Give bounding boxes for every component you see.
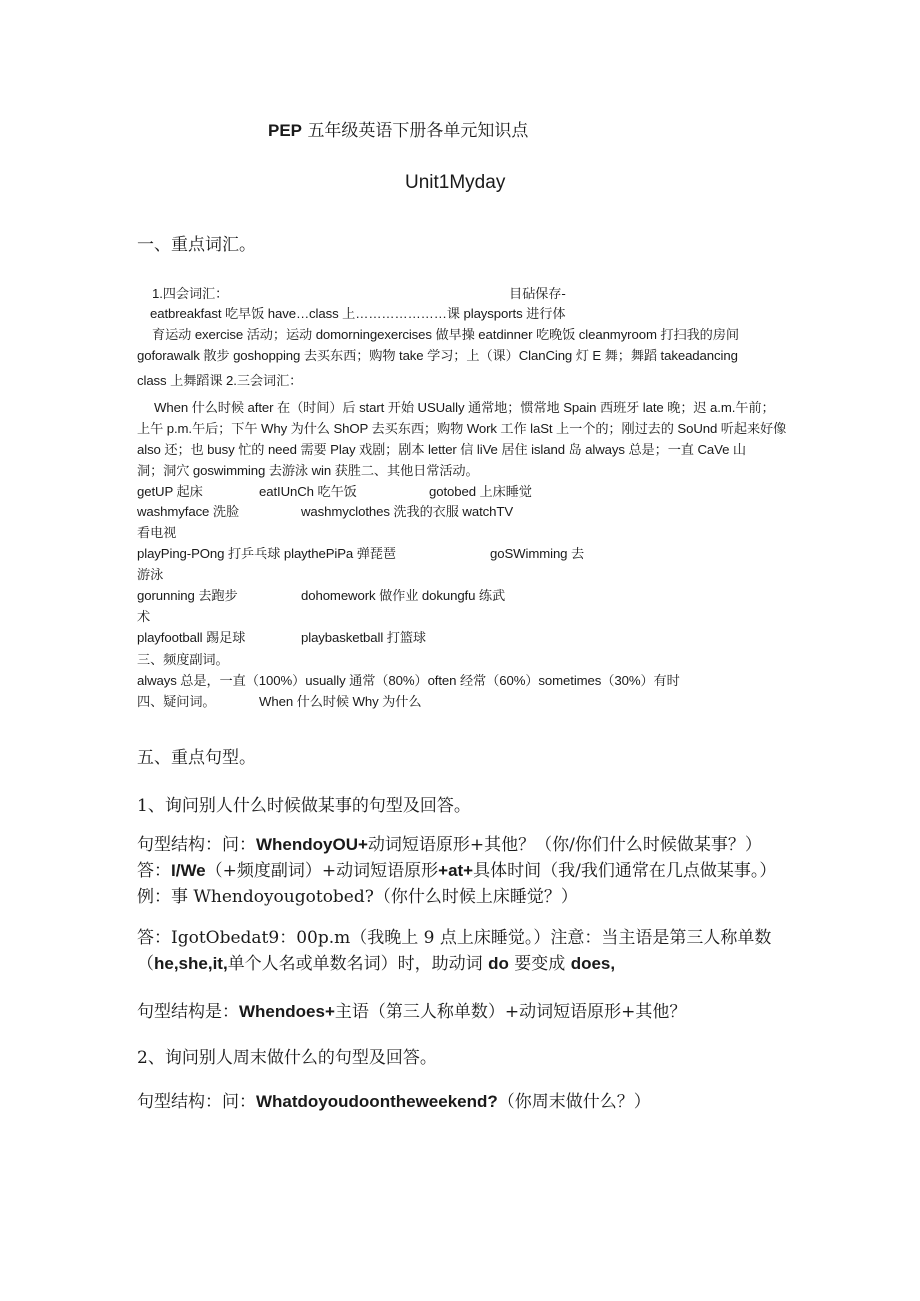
vocab-line: playPing-POng 打乒乓球 playthePiPa 弹琵琶 xyxy=(137,546,396,561)
vocab-line: When 什么时候 Why 为什么 xyxy=(259,694,422,709)
vocab-line: playfootball 踢足球 xyxy=(137,630,246,645)
vocab-line: 目砧保存- xyxy=(509,286,566,301)
paragraph-2: 答：IgotObedat9：00p.m（我晚上 9 点上床睡觉。）注意：当主语是第三人称单数（he,she,it,单个人名或单数名词）时，助动词 do 要变成 does, xyxy=(137,928,772,974)
vocab-line: 上午 p.m.午后；下午 Why 为什么 ShOP 去买东西；购物 Work 工作 laSt 上一个的；刚过去的 SoUnd 听起来好像 xyxy=(137,421,787,436)
vocab-line: eatIUnCh 吃午饭 xyxy=(259,484,357,499)
paragraph-1: 句型结构：问：WhendoyOU+动词短语原形+其他？（你/你们什么时候做某事？）答：I/We（+频度副词）+动词短语原形+at+具体时间（我/我们通常在几点做某事。）例：事 Whendoyougotobed?（你什么时候上床睡觉？） xyxy=(137,835,777,907)
vocab-line: goSWimming 去 xyxy=(490,546,585,561)
vocab-line: getUP 起床 xyxy=(137,484,203,499)
vocab-line: also 还；也 busy 忙的 need 需要 Play 戏剧；剧本 letter 信 liVe 居住 island 岛 always 总是；一直 CaVe 山 xyxy=(137,442,746,457)
question-heading-2: 2、询问别人周末做什么的句型及回答。 xyxy=(137,1048,437,1068)
vocab-line: goforawalk 散步 goshopping 去买东西；购物 take 学习；上（课）ClanCing 灯 E 舞；舞蹈 takeadancing xyxy=(137,348,738,363)
vocab-line: 四、疑问词。 xyxy=(137,694,216,709)
vocab-line: 看电视 xyxy=(137,525,177,540)
question-heading-1: 1、询问别人什么时候做某事的句型及回答。 xyxy=(137,796,471,816)
document-title: PEP 五年级英语下册各单元知识点 xyxy=(268,121,529,141)
vocab-line: gotobed 上床睡觉 xyxy=(429,484,532,499)
vocab-line: eatbreakfast 吃早饭 have…class 上…………………课 playsports 进行体 xyxy=(150,306,566,321)
vocab-line: 1.四会词汇： xyxy=(152,286,229,301)
vocab-line: playbasketball 打篮球 xyxy=(301,630,427,645)
section-heading-sentences: 五、重点句型。 xyxy=(137,748,256,768)
unit-title: Unit1Myday xyxy=(405,172,506,193)
vocab-line: always 总是，一直（100%）usually 通常（80%）often 经常（60%）sometimes（30%）有时 xyxy=(137,673,680,688)
paragraph-4: 句型结构：问：Whatdoyoudoontheweekend?（你周末做什么？） xyxy=(137,1092,651,1112)
section-heading-vocabulary: 一、重点词汇。 xyxy=(137,235,256,255)
vocab-line: gorunning 去跑步 xyxy=(137,588,238,603)
vocab-line: washmyface 洗脸 xyxy=(137,504,240,519)
vocab-line: class 上舞蹈课 2.三会词汇： xyxy=(137,373,303,388)
vocab-line: 游泳 xyxy=(137,567,164,582)
paragraph-3: 句型结构是：Whendoes+主语（第三人称单数）+动词短语原形+其他？ xyxy=(137,1002,687,1022)
vocab-line: 术 xyxy=(137,609,151,624)
vocab-line: 洞；洞穴 goswimming 去游泳 win 获胜二、其他日常活动。 xyxy=(137,463,479,478)
vocab-line: washmyclothes 洗我的衣服 watchTV xyxy=(301,504,514,519)
vocab-line: 育运动 exercise 活动；运动 domorningexercises 做早操 eatdinner 吃晚饭 cleanmyroom 打扫我的房间 xyxy=(152,327,739,342)
vocab-line: When 什么时候 after 在（时间）后 start 开始 USUally 通常地；惯常地 Spain 西班牙 late 晚；迟 a.m.午前； xyxy=(154,400,775,415)
vocab-line: 三、频度副词。 xyxy=(137,652,229,667)
vocab-line: dohomework 做作业 dokungfu 练武 xyxy=(301,588,506,603)
